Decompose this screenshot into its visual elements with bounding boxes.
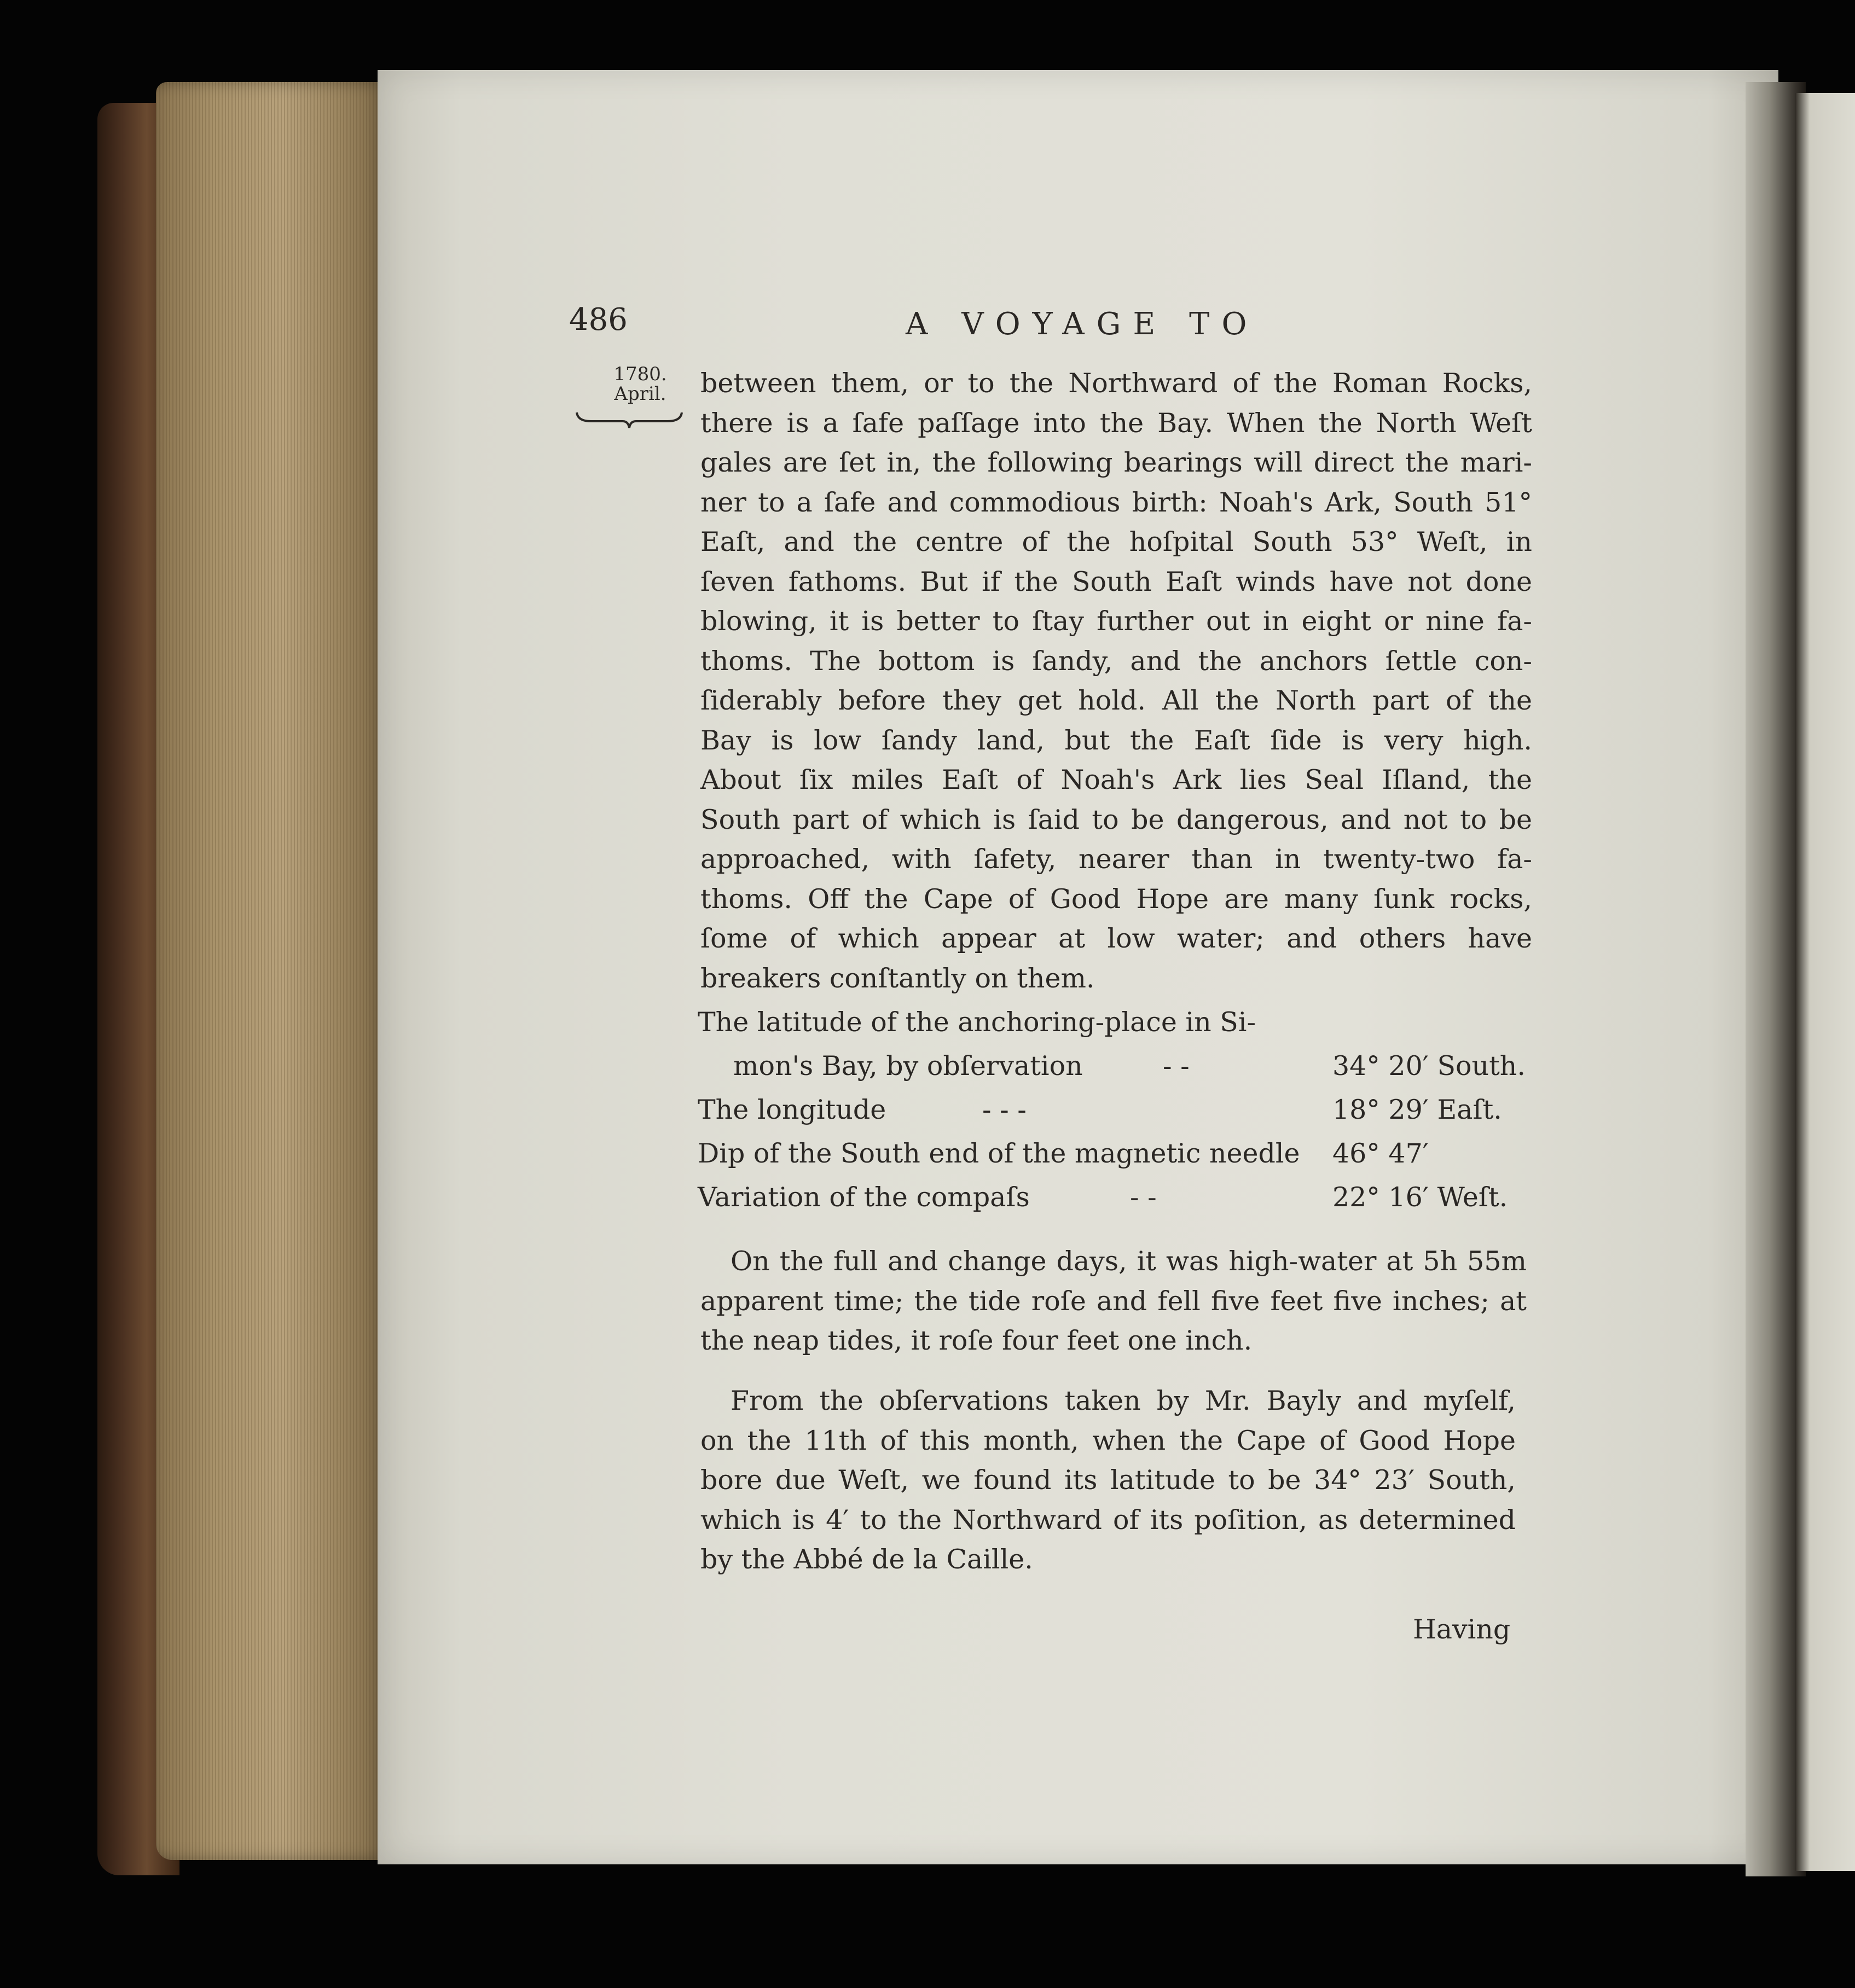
observation-label: The latitude of the anchoring-place in Si-: [698, 1007, 1256, 1038]
facing-page-edge: [1795, 93, 1855, 1871]
text-line: between them, or to the Northward of the Roman Rocks,: [700, 368, 1532, 399]
page-number: 486: [569, 302, 628, 338]
text-line: breakers conſtantly on them.: [700, 962, 1095, 994]
observation-row: [698, 1050, 1535, 1094]
text-line: Eaſt, and the centre of the hoſpital South 53° Weſt, in: [700, 526, 1532, 557]
margin-year: 1780.: [613, 363, 667, 385]
text-line: ſeven fathoms. But if the South Eaſt winds have not done: [700, 566, 1532, 597]
text-line: On the full and change days, it was high-water at 5h 55m: [731, 1246, 1527, 1277]
text-line: ſiderably before they get hold. All the North part of the: [700, 685, 1532, 716]
text-line: bore due Weſt, we found its latitude to be 34° 23′ South,: [700, 1464, 1516, 1496]
text-line: apparent time; the tide roſe and fell five feet five inches; at: [700, 1285, 1527, 1317]
observation-dashes: - - -: [982, 1094, 1027, 1125]
text-line: ner to a ſafe and commodious birth: Noah's Ark, South 51°: [700, 486, 1532, 518]
paragraph-cape-latitude: [700, 1381, 1516, 1580]
paragraph-tides: [700, 1242, 1527, 1361]
observation-value: 34° 20′ South.: [1332, 1050, 1526, 1082]
observations-table: [698, 1007, 1535, 1225]
page-fore-edge: [156, 82, 386, 1860]
text-line: gales are ſet in, the following bearings will direct the mari-: [700, 447, 1532, 478]
text-line: Bay is low ſandy land, but the Eaſt ſide is very high.: [700, 724, 1532, 756]
text-line: About ſix miles Eaſt of Noah's Ark lies Seal Iſland, the: [700, 764, 1532, 795]
text-line: thoms. The bottom is ſandy, and the anchors ſettle con-: [700, 645, 1532, 677]
observation-label: The longitude: [698, 1094, 886, 1125]
observation-label: Dip of the South end of the magnetic needle: [698, 1138, 1300, 1169]
observation-value: 22° 16′ Weſt.: [1332, 1182, 1508, 1213]
observation-dashes: - -: [1130, 1182, 1157, 1213]
observation-row: [698, 1138, 1535, 1182]
paragraph-anchorage: [700, 364, 1532, 998]
brace-icon: [575, 409, 684, 431]
observation-row: [698, 1007, 1535, 1050]
observation-row: [698, 1094, 1535, 1138]
observation-label: mon's Bay, by obſervation: [733, 1050, 1083, 1082]
text-line: approached, with ſafety, nearer than in twenty-two fa-: [700, 844, 1532, 875]
text-line: which is 4′ to the Northward of its poſition, as determined: [700, 1504, 1516, 1536]
text-line: From the obſervations taken by Mr. Bayly and myſelf,: [731, 1385, 1516, 1416]
observation-value: 46° 47′: [1332, 1138, 1429, 1169]
observation-label: Variation of the compaſs: [698, 1182, 1030, 1213]
text-line: thoms. Off the Cape of Good Hope are many ſunk rocks,: [700, 883, 1532, 915]
observation-row: [698, 1182, 1535, 1225]
text-line: on the 11th of this month, when the Cape of Good Hope: [700, 1425, 1516, 1456]
margin-month: April.: [614, 383, 666, 405]
observation-value: 18° 29′ Eaſt.: [1332, 1094, 1502, 1125]
running-head: A VOYAGE TO: [906, 306, 1259, 342]
catchword: Having: [1413, 1614, 1511, 1645]
text-line: by the Abbé de la Caille.: [700, 1544, 1033, 1575]
text-line: there is a ſafe paſſage into the Bay. When the North Weſt: [700, 407, 1532, 439]
observation-dashes: - -: [1163, 1050, 1190, 1082]
text-line: South part of which is ſaid to be dangerous, and not to be: [700, 804, 1532, 835]
margin-date-note: [580, 364, 700, 404]
text-line: the neap tides, it roſe four feet one inch.: [700, 1325, 1253, 1356]
text-line: blowing, it is better to ſtay further out in eight or nine fa-: [700, 606, 1532, 637]
text-line: ſome of which appear at low water; and others have: [700, 923, 1532, 954]
